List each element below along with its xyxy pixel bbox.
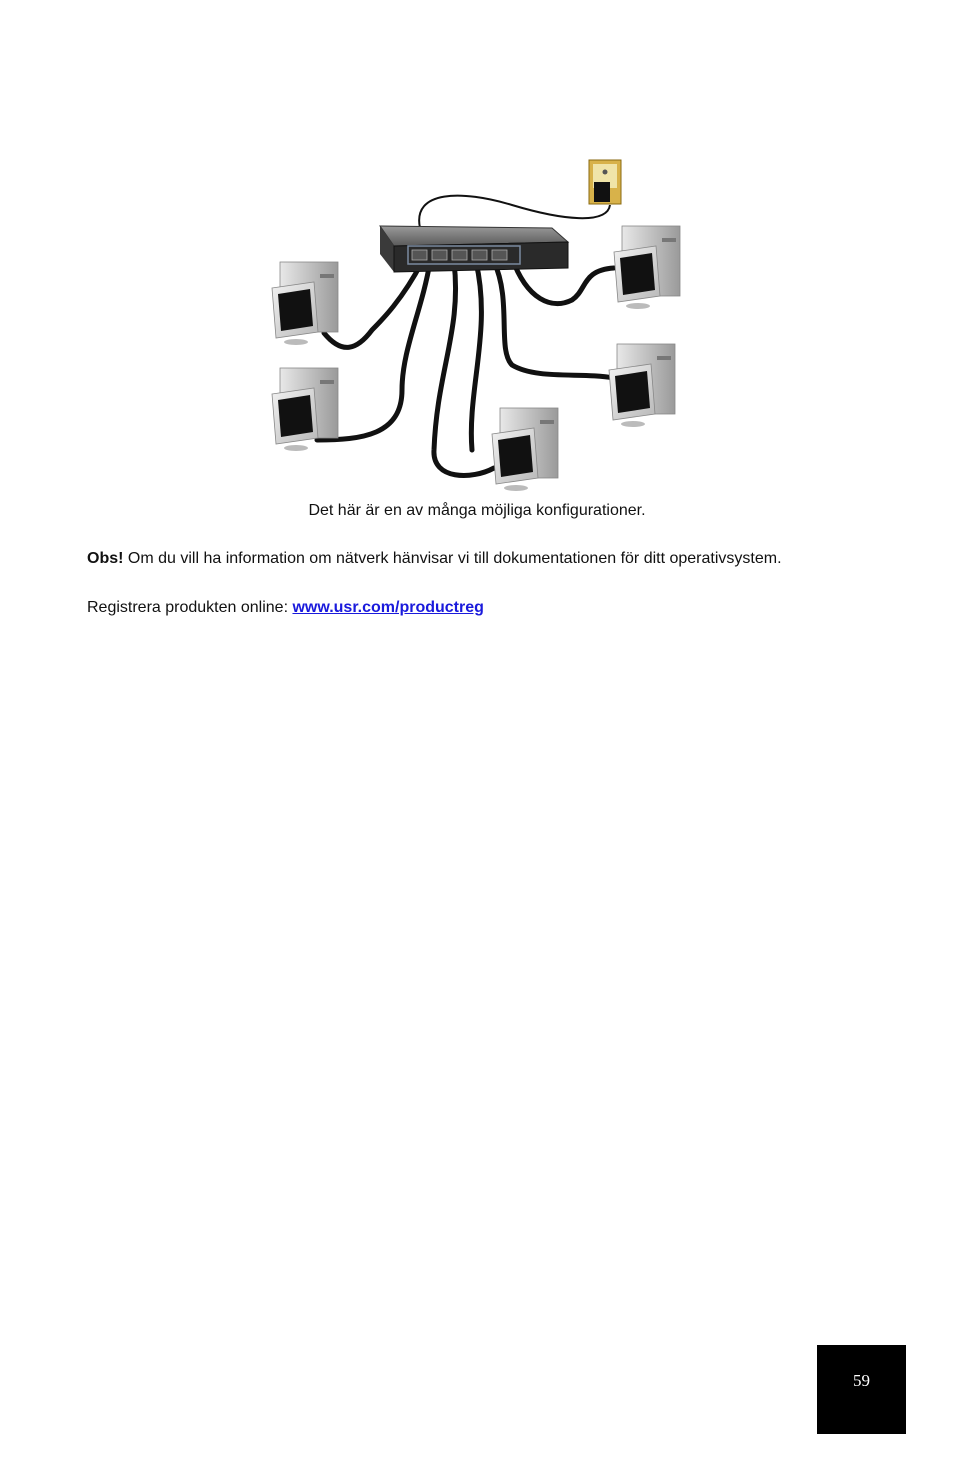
power-outlet-icon [589, 160, 621, 204]
register-paragraph [87, 597, 484, 619]
note-label: Obs! [87, 550, 124, 567]
page-number-box [817, 1345, 906, 1434]
cable-bottom-center [434, 262, 494, 475]
computer-icon-right-bottom [609, 344, 675, 427]
register-link[interactable]: www.usr.com/productreg [292, 599, 484, 616]
page-number: 59 [853, 1371, 870, 1390]
register-text: Registrera produkten online: [87, 599, 293, 616]
computer-icon-bottom-center [492, 408, 558, 491]
note-text: Om du vill ha information om nätverk hänvisar vi till dokumentationen för ditt operativsystem. [123, 550, 782, 567]
cable-right-bottom [494, 262, 614, 378]
note-paragraph [87, 548, 782, 570]
computer-icon-right-top [614, 226, 680, 309]
power-cable [419, 196, 610, 228]
network-switch-icon [380, 226, 568, 272]
figure-caption: Det här är en av många möjliga konfigurationer. [308, 502, 646, 519]
cable-left-top [324, 262, 422, 347]
network-diagram [262, 150, 702, 500]
cable-bottom-center-2 [471, 262, 481, 450]
computer-icon-left-top [272, 262, 338, 345]
